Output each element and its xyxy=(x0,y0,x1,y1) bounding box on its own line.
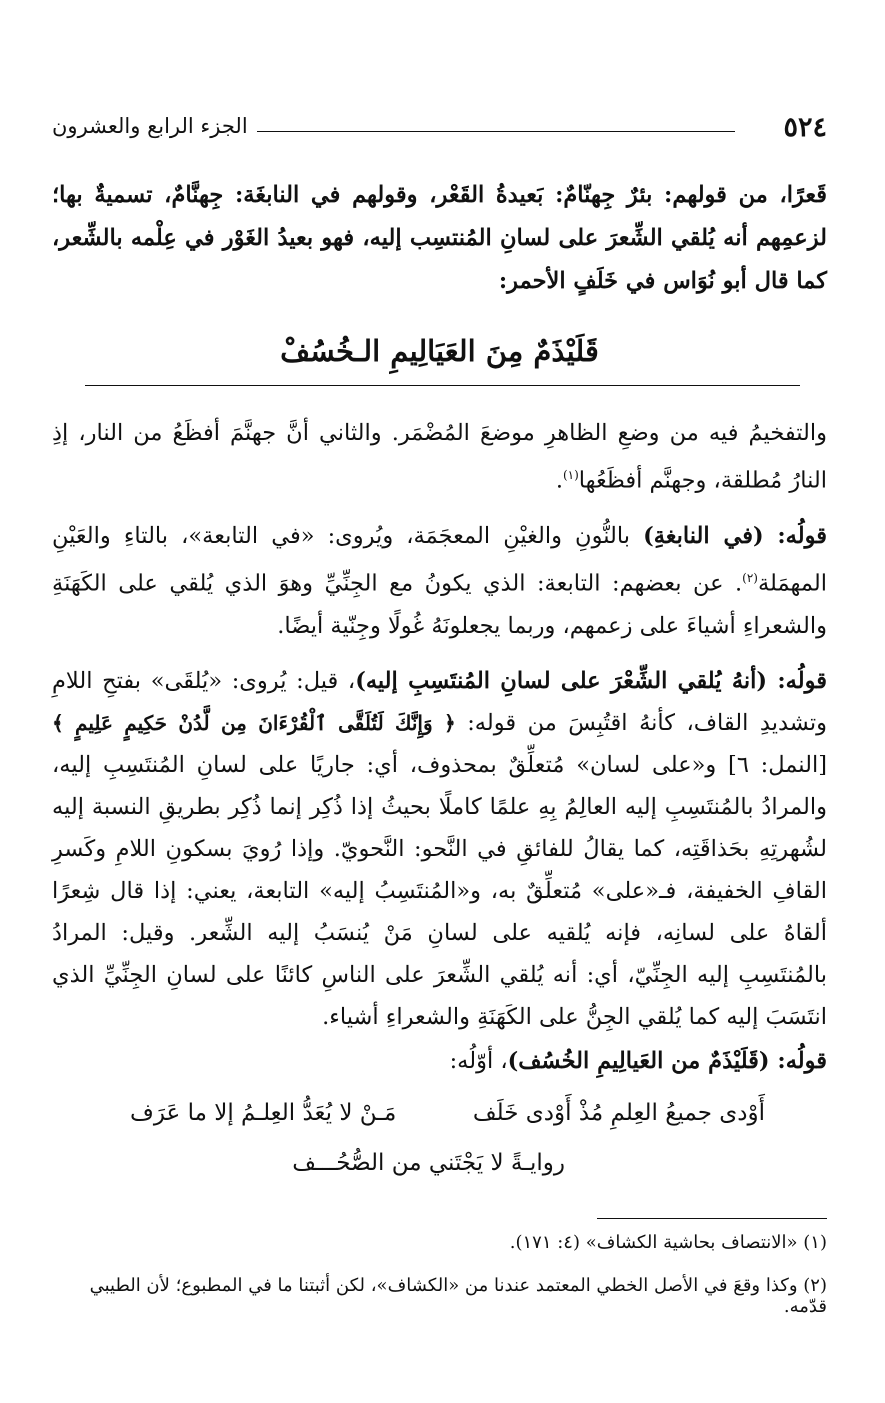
body-paragraph-4 xyxy=(52,1040,827,1082)
footnote-ref-1: (١) xyxy=(562,468,579,482)
footnote-ref-2: (٢) xyxy=(742,571,758,585)
body-paragraph-3 xyxy=(52,660,827,1038)
quote-label: قولُه: (قَلَيْذَمٌ من العَيالِيمِ الخُسُف) xyxy=(507,1048,827,1074)
paragraph-text: ، قيل: يُروى: «يُلقَى» بفتحِ اللامِ وتشديدِ القاف، كأنهُ اقتُبِسَ من قوله: xyxy=(52,668,827,736)
running-title: الجزء الرابع والعشرون xyxy=(52,114,248,138)
footnote-rule xyxy=(597,1218,827,1219)
quote-label: قولُه: (في النابغةِ) xyxy=(643,523,827,549)
poem-line-2 xyxy=(130,1150,765,1190)
section-separator xyxy=(85,385,800,386)
footnote-1: (١) «الانتصاف بحاشية الكشاف» (٤: ١٧١). xyxy=(509,1232,827,1253)
paragraph-text: والتفخيمُ فيه من وضعِ الظاهرِ موضعَ المُضْمَر. والثاني أنَّ جهنَّمَ أفظَعُ من النار، إذِ النارُ مُطلقة، وجهنَّم أفظَعُها xyxy=(52,420,827,494)
paragraph-text: ، أوّلُه: xyxy=(449,1048,508,1074)
poem-hemistich-left: مَـنْ لا يُعَدُّ العِلـمُ إلا ما عَرَف xyxy=(130,1100,397,1126)
header-rule xyxy=(257,131,735,132)
poem-hemistich-right: أَوْدى جميعُ العِلمِ مُذْ أَوْدى خَلَف xyxy=(472,1100,765,1126)
paragraph-text-cont: [النمل: ٦] و«على لسان» مُتعلِّقٌ بمحذوف، أي: جاريًا على لسانِ المُنتَسِبِ إليه، والمرادُ بالمُنتَسِبِ إليه العالِمُ بِهِ علمًا كاملًا بحيثُ إذا ذُكِر إنما ذُكِر بطريقِ النسبة إليه لشُهرتِهِ بحَذاقَتِه، كما يقالُ للفائقِ في النَّحو: النَّحويّ. وإذا رُويَ بسكونِ اللامِ وكَسرِ القافِ الخفيفة، فـ«على» مُتعلِّقٌ به، و«المُنتَسِبُ إليه» التابعة، يعني: إذا قال شِعرًا ألقاهُ على لسانِه، فإنه يُلقيه على لسانِ مَنْ يُنسَبُ إليه الشِّعر. وقيل: المرادُ بالمُنتَسِبِ إليه الجِنِّيّ، أي: أنه يُلقي الشِّعرَ على الناسِ كائنًا على لسانِ الجِنِّيِّ الذي انتَسَبَ إليه كما يُلقي الجِنُّ على الكَهَنَةِ والشعراءِ أشياء. xyxy=(52,752,827,1030)
page-number: ٥٢٤ xyxy=(783,112,827,143)
paragraph-text-cont: . عن بعضهم: التابعة: الذي يكونُ مع الجِنِّيِّ وهوَ الذي يُلقي على الكَهَنَةِ والشعراءِ أشياءَ على زعمهم، وربما يجعلونَهُ غُولًا وجِنّية أيضًا. xyxy=(52,570,827,639)
footnote-2: (٢) وكذا وقعَ في الأصل الخطي المعتمد عندنا من «الكشاف»، لكن أثبتنا ما في المطبوع؛ لأن الطيبي قدّمه. xyxy=(89,1275,827,1317)
page-header xyxy=(52,112,827,152)
body-paragraph-1 xyxy=(52,412,827,502)
verse-heading: قَلَيْذَمٌ مِنَ العَيَالِيمِ الـخُسُفْ xyxy=(280,334,599,368)
body-paragraph-2 xyxy=(52,515,827,647)
paragraph-end: . xyxy=(555,467,563,494)
quran-quote: ﴿ وَإِنَّكَ لَتُلَقَّى ٱلْقُرْءَانَ مِن لَّدُنْ حَكِيمٍ عَلِيمٍ ﴾ xyxy=(52,711,456,735)
quote-label: قولُه: (أنهُ يُلقي الشِّعْرَ على لسانِ المُنتَسِبِ إليه) xyxy=(355,668,827,694)
poem-hemistich: روايـةً لا يَجْتَني من الصُّحُـــف xyxy=(292,1150,565,1176)
poem-line-1 xyxy=(130,1100,765,1140)
paragraph-text: بالنُّونِ والغيْنِ المعجَمَة، ويُروى: «في التابعة»، بالتاءِ والعَيْنِ المهمَلة xyxy=(52,523,827,597)
commentary-paragraph: قَعرًا، من قولهم: بئرٌ جِهنّامٌ: بَعيدةُ القَعْر، وقولهم في النابغَة: جِهنَّامٌ، تسميةٌ بها؛ لزعمِهم أنه يُلقي الشِّعرَ على لسانِ المُنتسِب إليه، فهو بعيدُ الغَوْر في عِلْمه بالشِّعر، كما قال أبو نُوَاس في خَلَفٍ الأحمر: xyxy=(52,182,827,294)
